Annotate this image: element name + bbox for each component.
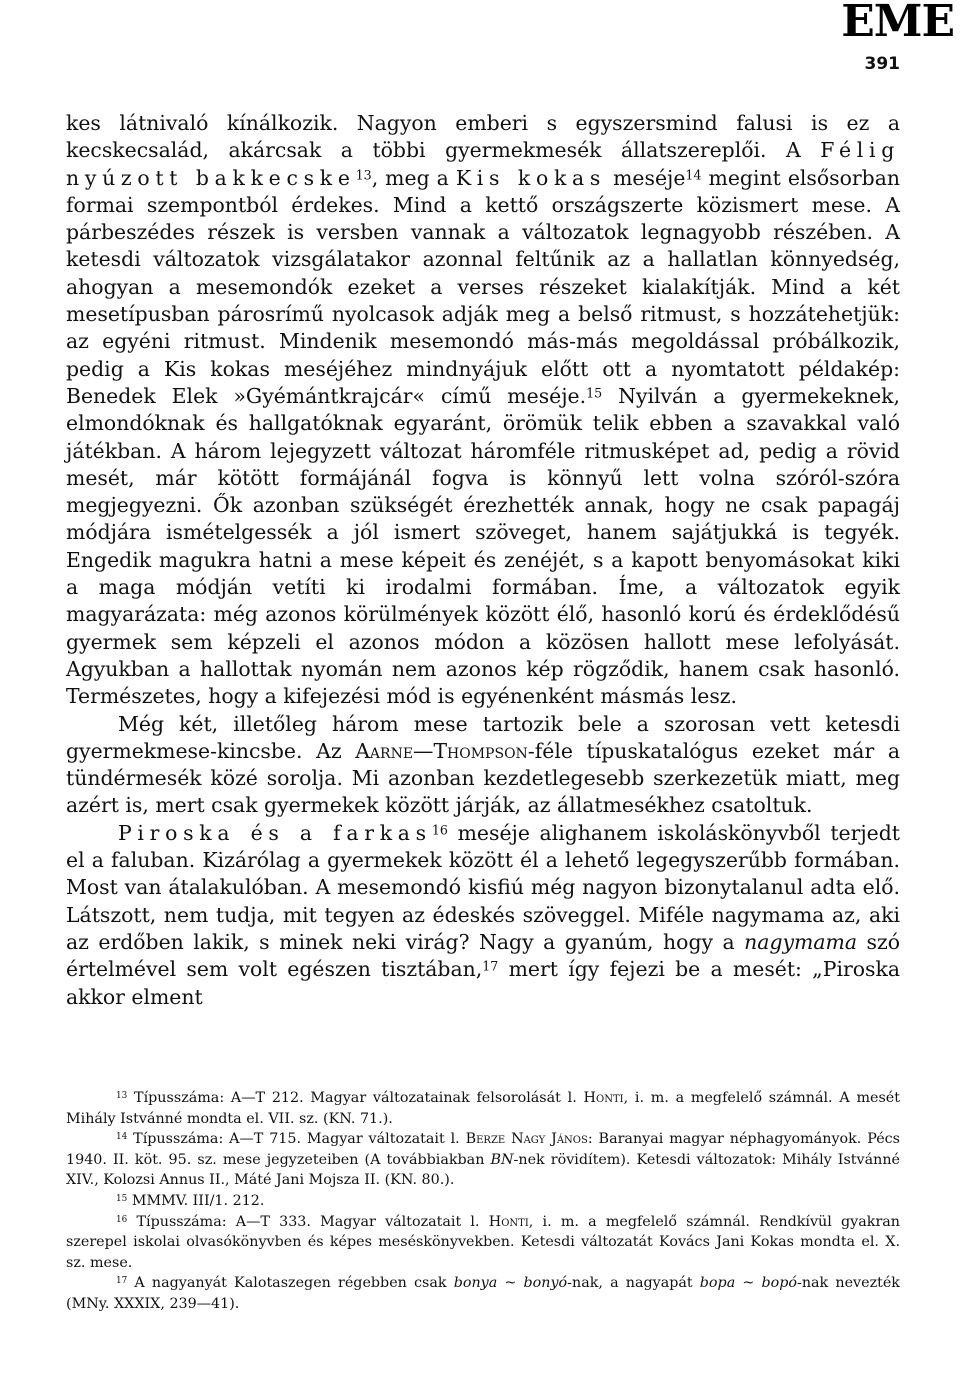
footnote-text: -nak, a nagyapát bbox=[567, 1275, 700, 1292]
logo-text: EME bbox=[841, 0, 954, 47]
paragraph-1 bbox=[66, 110, 900, 711]
footnote-15 bbox=[66, 1191, 900, 1212]
footnote-text: : Baranyai magyar néphagyományok. Pécs 1940. II. köt. 95. sz. mese jegyzeteiben (A továbbiakban bbox=[66, 1131, 900, 1168]
dialect-word: bonyó bbox=[523, 1275, 568, 1292]
p1-text-5: Nyilván a gyermekeknek, elmondóknak és hallgatóknak egyaránt, örömük telik ebben a szavakkal való játékban. A három lejegyzett változat háromféle ritmusképet ad, pedig a rövid mesét, már kötött formájánál fogva is könnyű lett volna szóról-szóra megjegyezni. Ők azonban szükségét érezhették annak, hogy ne csak papagáj módjára ismételgessék a jól ismert szöveget, hanem sajátjukká is tegyék. Engedik magukra hatni a mese képeit és zenéjét, s a kapott benyomásokat kiki a maga módján vetíti ki irodalmi formában. Íme, a változatok egyik magyarázata: még azonos körülmények között élő, hasonló korú és érdeklődésű gyermek sem képzeli el azonos módon a közösen hallott mese lefolyását. Agyukban a hallottak nyomán nem azonos kép rögződik, hanem csak hasonló. Természetes, hogy a kifejezési mód is egyénenként másmás lesz. bbox=[66, 383, 900, 709]
p2-text-2: -féle típuskatalógus ezeket már a tündérmesék közé sorolja. Mi azonban kezdetlegesebb szerkezetük miatt, meg azért is, mert csak gyermekek között járják, az állatmesékhez csatoltuk. bbox=[66, 738, 900, 818]
footnote-number: 13 bbox=[116, 1091, 128, 1102]
publisher-logo bbox=[841, 0, 954, 47]
footnote-ref-16: 16 bbox=[431, 822, 448, 838]
footnote-text: , i. m. a megfelelő számnál. A mesét Mihály Istvánné mondta el. VII. sz. (KN. 71.). bbox=[66, 1090, 901, 1127]
main-text bbox=[66, 110, 900, 1011]
footnote-text: A nagyanyát Kalotaszegen régebben csak bbox=[134, 1275, 454, 1292]
footnote-ref-15: 15 bbox=[586, 385, 603, 401]
p2-dash: — bbox=[413, 738, 434, 763]
author-name: Honti bbox=[488, 1213, 529, 1230]
footnote-16 bbox=[66, 1212, 900, 1274]
p1-text-1: kes látnivaló kínálkozik. Nagyon emberi s egyszersmind falusi is ez a kecskecsalád, akárcsak a többi gyermekmesék állatszereplői. A bbox=[66, 111, 900, 163]
author-name: Honti bbox=[583, 1090, 624, 1106]
tale-title-piroska: Piroska és a farkas bbox=[118, 820, 432, 845]
p1-text-2: , meg a bbox=[371, 165, 456, 190]
footnote-13 bbox=[66, 1088, 900, 1129]
p1-text-4: megint elsősorban formai szempontból érdekes. Mind a kettő országszerte közismert mese. A párbeszédes részek is versben vannak a változatok legnagyobb részében. A ketesdi változatok vizsgálatakor azonnal feltűnik az a hallatlan könnyedség, ahogyan a mesemondók ezeket a verses részeket kialakítják. Mind a két mesetípusban párosrímű nyolcasok adják meg a belső ritmust, s hozzátehetjük: az egyéni ritmust. Mindenik mesemondó más-más megoldással próbálkozik, pedig a Kis kokas meséjéhez mindnyájuk előtt ott a nyomtatott példakép: Benedek Elek »Gyémántkrajcár« című meséje. bbox=[66, 165, 900, 408]
footnote-number: 14 bbox=[116, 1132, 128, 1143]
paragraph-2 bbox=[66, 711, 900, 820]
author-thompson: Thompson bbox=[433, 738, 528, 763]
author-aarne: Aarne bbox=[355, 738, 414, 763]
dialect-word: bopó bbox=[761, 1275, 797, 1292]
author-name: Berze Nagy János bbox=[465, 1131, 588, 1148]
tale-title-bakkecske: Félig nyúzott bakkecske bbox=[66, 138, 900, 190]
footnote-number: 15 bbox=[116, 1193, 128, 1204]
footnote-text: Típusszáma: A—T 715. Magyar változatait l. bbox=[133, 1131, 466, 1148]
p2-text-1: Még két, illetőleg három mese tartozik bele a szorosan vett ketesdi gyermekmese-kincsbe. Az bbox=[66, 711, 900, 763]
footnote-text: MMMV. III/1. 212. bbox=[131, 1192, 265, 1209]
abbreviation: BN bbox=[490, 1151, 514, 1168]
dialect-word: bopa bbox=[699, 1275, 736, 1292]
footnotes bbox=[66, 1088, 900, 1315]
footnote-text: -nek rövidítem). Ketesdi változatok: Mihály Istvánné XIV., Kolozsi Annus II., Máté Jani Mojsza II. (KN. 80.). bbox=[66, 1151, 901, 1189]
footnote-number: 17 bbox=[116, 1276, 128, 1287]
footnote-14 bbox=[66, 1129, 900, 1191]
tilde-symbol: ~ bbox=[735, 1275, 762, 1292]
p3-emphasis: nagymama bbox=[744, 929, 858, 954]
footnote-text: Típusszáma: A—T 212. Magyar változatainak felsorolását l. bbox=[134, 1090, 584, 1106]
p3-text-3: mert így fejezi be a mesét: „Piroska akkor elment bbox=[66, 957, 900, 1009]
footnote-text: Típusszáma: A—T 333. Magyar változatait l. bbox=[136, 1213, 489, 1230]
footnote-ref-13: 13 bbox=[355, 166, 372, 182]
page-number: 391 bbox=[864, 54, 900, 74]
p3-text-1: meséje alighanem iskoláskönyvből terjedt el a faluban. Kizárólag a gyermekek között él a lehető legegyszerűbb formában. Most van átalakulóban. A mesemondó kisfiú még nagyon bizonytalanul adta elő. Látszott, nem tudja, mit tegyen az édeskés szöveggel. Miféle nagymama az, aki az erdőben lakik, s minek neki virág? Nagy a gyanúm, hogy a bbox=[66, 820, 900, 954]
footnote-ref-17: 17 bbox=[482, 958, 499, 974]
footnote-17 bbox=[66, 1273, 900, 1314]
footnote-ref-14: 14 bbox=[685, 166, 702, 182]
dialect-word: bonya bbox=[453, 1275, 498, 1292]
footnote-number: 16 bbox=[116, 1214, 128, 1225]
tilde-symbol: ~ bbox=[497, 1275, 524, 1292]
p3-text-2: szó értelmével sem volt egészen tisztában, bbox=[66, 929, 900, 982]
p1-text-3: meséje bbox=[606, 165, 686, 190]
footnote-text: -nak nevezték (MNy. XXXIX, 239—41). bbox=[66, 1275, 900, 1312]
paragraph-3 bbox=[66, 820, 900, 1011]
tale-title-kis-kokas: Kis kokas bbox=[455, 165, 607, 190]
footnote-text: , i. m. a megfelelő számnál. Rendkívül gyakran szerepel iskolai olvasókönyvben és képes meséskönyvekben. Ketesdi változatát Kovács Jani Kokas mondta el. X. sz. mese. bbox=[66, 1213, 901, 1271]
